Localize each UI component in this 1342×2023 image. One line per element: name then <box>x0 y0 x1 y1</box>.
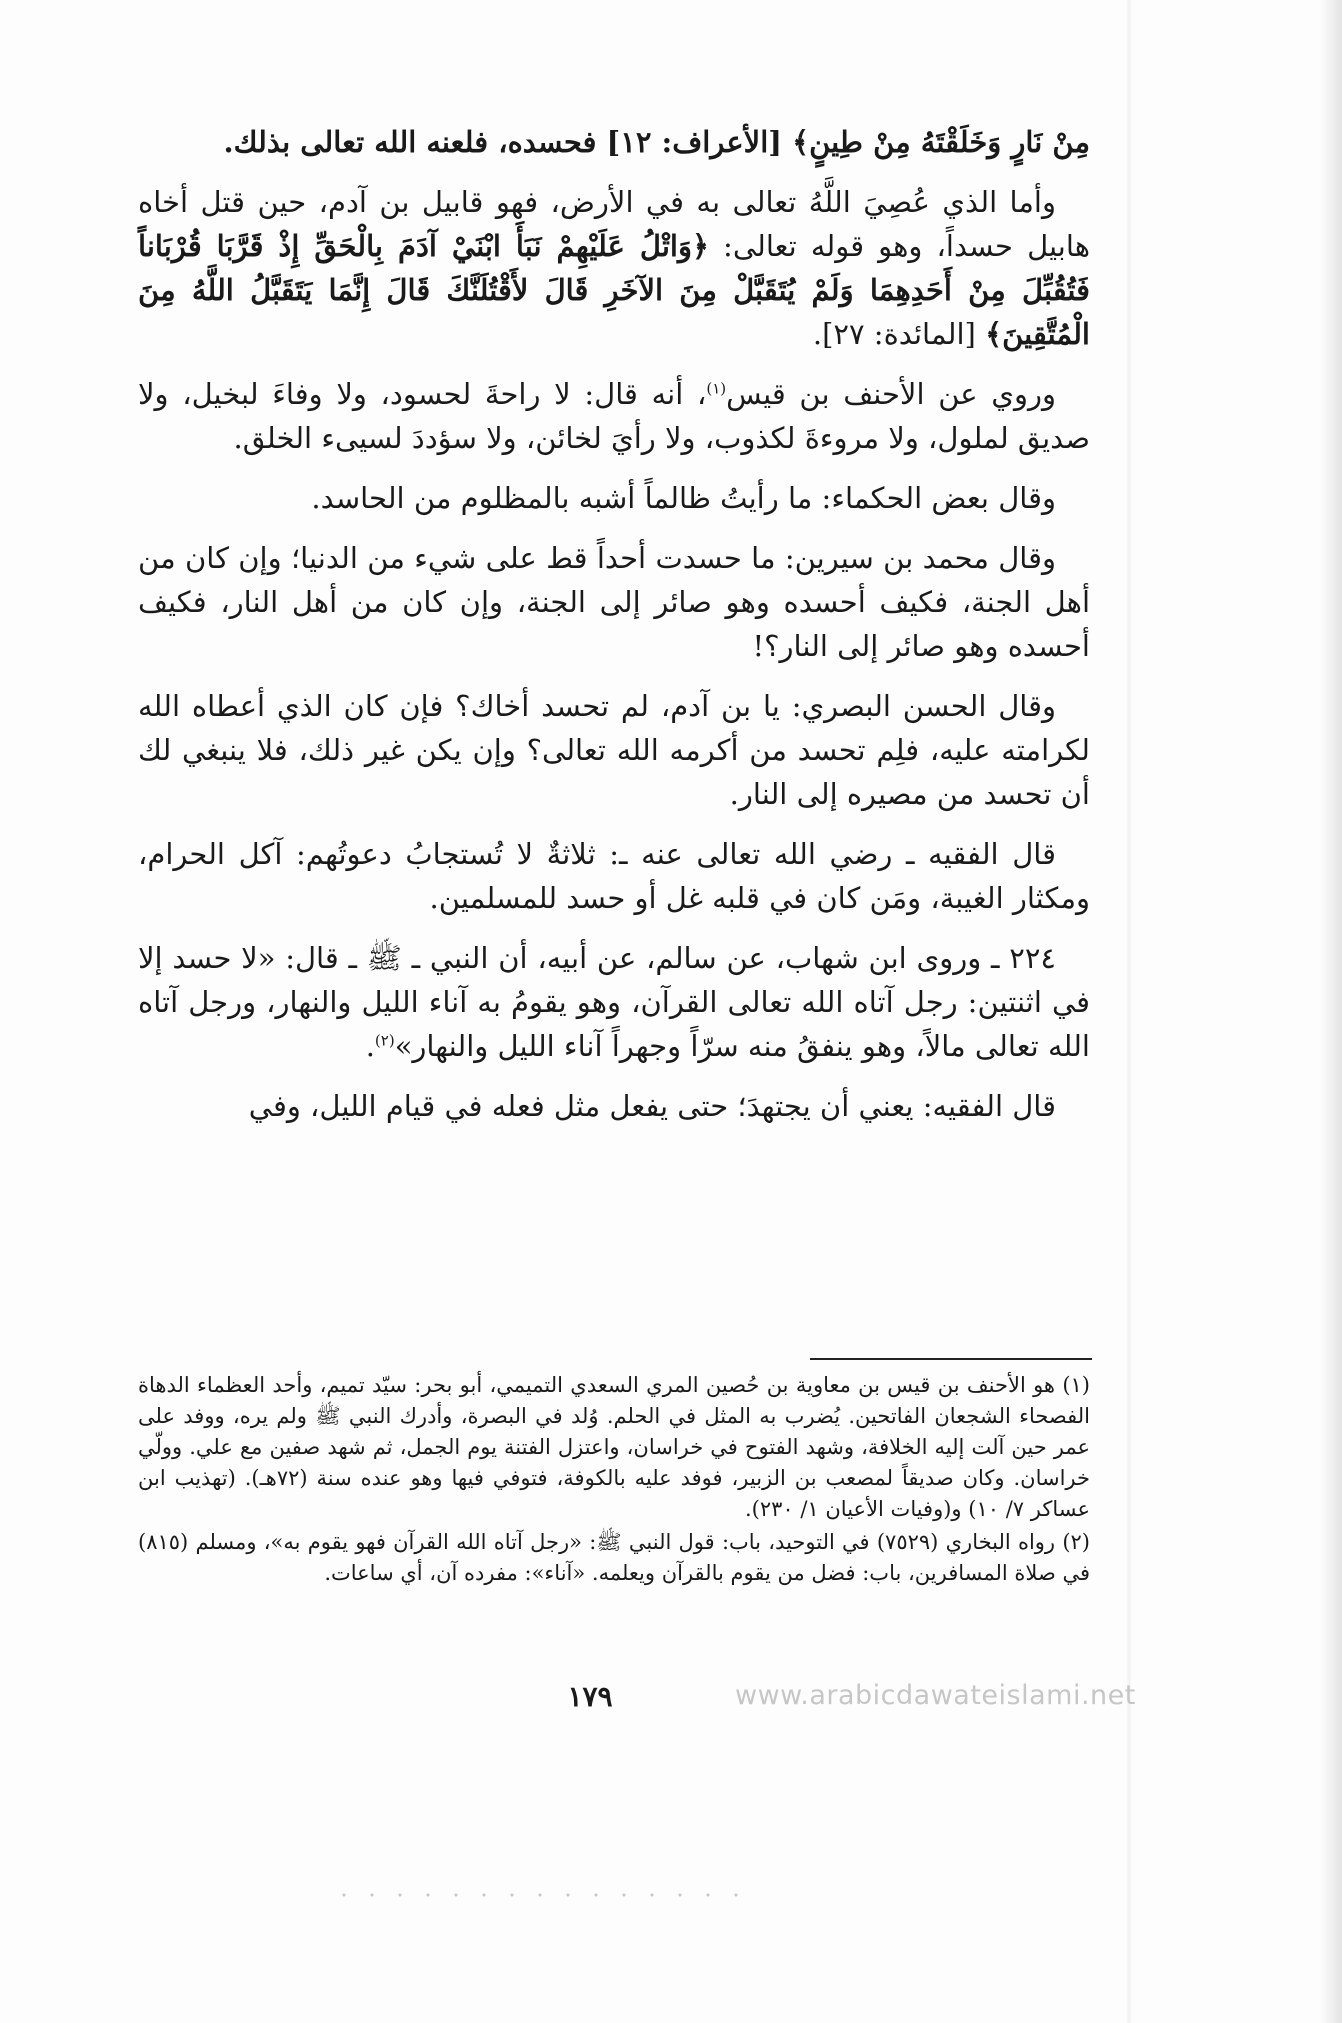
paragraph-2 <box>138 180 1090 356</box>
page-number: ١٧٩ <box>567 1680 613 1713</box>
main-text <box>138 120 1090 1144</box>
page-edge-shadow <box>1320 0 1342 2023</box>
footnote-2: (٢) رواه البخاري (٧٥٢٩) في التوحيد، باب: قول النبي ﷺ: «رجل آتاه الله القرآن فهو يقوم به»، ومسلم (٨١٥) في صلاة المسافرين، باب: فضل من يقوم بالقرآن ويعلمه. «آناء»: مفرده آن، أي ساعات. <box>138 1530 1090 1585</box>
paragraph-5: وقال محمد بن سيرين: ما حسدت أحداً قط على شيء من الدنيا؛ وإن كان من أهل الجنة، فكيف أحسده وهو صائر إلى الجنة، وإن كان من أهل النار، فكيف أحسده وهو صائر إلى النار؟! <box>138 541 1090 663</box>
paragraph-1 <box>138 120 1090 164</box>
quran-reference: [المائدة: ٢٧]. <box>812 317 986 351</box>
paragraph-3 <box>138 372 1090 460</box>
paragraph-2-intro: وأما الذي عُصِيَ اللَّهُ تعالى به في الأرض، فهو قابيل بن آدم، حين قتل أخاه هابيل حسداً، وهو قوله تعالى: <box>138 185 1090 263</box>
paragraph-8 <box>138 936 1090 1068</box>
hadith-end: . <box>365 1029 375 1063</box>
paragraph-4: وقال بعض الحكماء: ما رأيتُ ظالماً أشبه بالمظلوم من الحاسد. <box>311 481 1056 515</box>
watermark-url: www.arabicdawateislami.net <box>735 1680 1136 1711</box>
page-fold-shadow <box>1126 0 1132 2023</box>
paragraph-6: وقال الحسن البصري: يا بن آدم، لم تحسد أخاك؟ فإن كان الذي أعطاه الله لكرامته عليه، فلِم تحسد من أكرمه الله تعالى؟ وإن يكن غير ذلك، فلا ينبغي لك أن تحسد من مصيره إلى النار. <box>138 689 1090 811</box>
quran-verse: ﴿وَاتْلُ عَلَيْهِمْ نَبَأَ ابْنَيْ آدَمَ بِالْحَقِّ إِذْ قَرَّبَا قُرْبَاناً فَتُقُبِّلَ مِنْ أَحَدِهِمَا وَلَمْ يُتَقَبَّلْ مِنَ الآخَرِ قَالَ لأَقْتُلَنَّكَ قَالَ إِنَّمَا يَتَقَبَّلُ اللَّهُ مِنَ الْمُتَّقِينَ﴾ <box>138 229 1090 351</box>
paragraph-3-before: وروي عن الأحنف بن قيس <box>726 377 1056 411</box>
scan-artifact-dots <box>330 1893 750 1897</box>
paragraph-3-after: ، أنه قال: لا راحةَ لحسود، ولا وفاءَ لبخيل، ولا صديق لملول، ولا مروءةَ لكذوب، ولا رأيَ لخائن، ولا سؤددَ لسيىء الخلق. <box>138 377 1090 455</box>
footnotes <box>138 1370 1090 1591</box>
paragraph-7: قال الفقيه ـ رضي الله تعالى عنه ـ: ثلاثةٌ لا تُستجابُ دعوتُهم: آكل الحرام، ومكثار الغيبة، ومَن كان في قلبه غل أو حسد للمسلمين. <box>138 837 1090 915</box>
footnote-divider <box>810 1358 1092 1360</box>
quran-fragment: مِنْ نَارٍ وَخَلَقْتَهُ مِنْ طِينٍ﴾ [الأعراف: ١٢] فحسده، فلعنه الله تعالى بذلك. <box>223 125 1090 159</box>
paragraph-9: قال الفقيه: يعني أن يجتهدَ؛ حتى يفعل مثل فعله في قيام الليل، وفي <box>248 1089 1056 1123</box>
hadith-text: ٢٢٤ ـ وروى ابن شهاب، عن سالم، عن أبيه، أن النبي ـ ﷺ ـ قال: «لا حسد إلا في اثنتين: رجل آتاه الله تعالى القرآن، وهو يقومُ به آناء الليل والنهار، ورجل آتاه الله تعالى مالاً، وهو ينفقُ منه سرّاً وجهراً آناء الليل والنهار» <box>138 941 1090 1063</box>
footnote-marker-2: (٢) <box>374 1031 395 1050</box>
footnote-marker-1: (١) <box>706 379 727 398</box>
footnote-1: (١) هو الأحنف بن قيس بن معاوية بن حُصين المري السعدي التميمي، أبو بحر: سيّد تميم، وأحد العظماء الدهاة الفصحاء الشجعان الفاتحين. يُضرب به المثل في الحلم. وُلد في البصرة، وأدرك النبي ﷺ ولم يره، ووفد على عمر حين آلت إليه الخلافة، وشهد الفتوح في خراسان، واعتزل الفتنة يوم الجمل، ثم شهد صفين مع علي. وولّي خراسان. وكان صديقاً لمصعب بن الزبير، فوفد عليه بالكوفة، فتوفي فيها وهو عنده سنة (٧٢هـ). (تهذيب ابن عساكر ٧/ ١٠) و(وفيات الأعيان ١/ ٢٣٠). <box>138 1373 1090 1521</box>
